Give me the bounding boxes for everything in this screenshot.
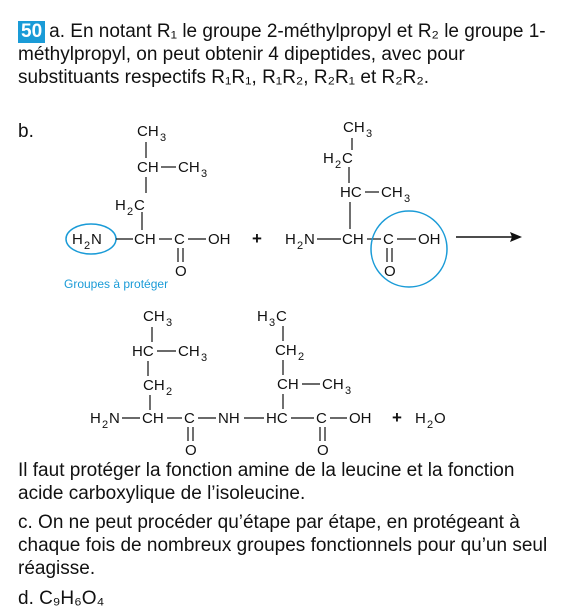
svg-text:C: C (174, 231, 185, 248)
svg-text:H: H (115, 197, 126, 214)
svg-text:2: 2 (127, 206, 134, 218)
svg-text:3: 3 (404, 193, 411, 205)
svg-text:H: H (72, 231, 83, 248)
svg-text:CH: CH (381, 184, 403, 201)
part-b-label: b. (18, 121, 34, 142)
chem-ch3: CH (137, 123, 159, 140)
svg-text:2: 2 (335, 159, 342, 171)
svg-text:2: 2 (298, 351, 305, 363)
svg-text:C: C (342, 150, 353, 167)
svg-text:O: O (384, 263, 396, 280)
part-a-label: a. (49, 21, 65, 42)
isoleucine-molecule (285, 119, 447, 287)
leucine-molecule (64, 123, 231, 291)
part-c-paragraph: c. On ne peut procéder qu’étape par étape, en protégeant à chaque fois de nombreux groupes fonctionnels pour qu’un seul réagisse. (18, 512, 548, 579)
svg-text:C: C (184, 410, 195, 427)
part-b-conclusion: Il faut protéger la fonction amine de la leucine et la fonction acide carboxylique de l’isoleucine. (18, 460, 515, 504)
exercise-number-badge: 50 (18, 21, 45, 43)
dipeptide-product (90, 308, 446, 459)
svg-text:CH: CH (178, 343, 200, 360)
svg-text:CH: CH (277, 376, 299, 393)
svg-text:HC: HC (266, 410, 288, 427)
svg-text:C: C (383, 231, 394, 248)
svg-text:HC: HC (132, 343, 154, 360)
protect-circle-acid (371, 211, 447, 287)
svg-text:OH: OH (208, 231, 231, 248)
plus-sign-1: + (252, 229, 262, 248)
svg-text:CH: CH (142, 410, 164, 427)
svg-text:3: 3 (160, 132, 167, 144)
reaction-arrow (456, 232, 522, 242)
svg-text:C: C (134, 197, 145, 214)
svg-text:2: 2 (427, 419, 434, 431)
svg-text:H: H (323, 150, 334, 167)
svg-text:CH: CH (342, 231, 364, 248)
svg-text:CH: CH (178, 159, 200, 176)
water-formula: H (415, 410, 426, 427)
svg-text:N: N (304, 231, 315, 248)
part-d-paragraph: d. C₉H₆O₄ (18, 588, 105, 609)
svg-text:CH: CH (143, 308, 165, 325)
plus-sign-2: + (392, 408, 402, 427)
svg-text:CH: CH (134, 231, 156, 248)
svg-text:CH: CH (343, 119, 365, 136)
svg-text:N: N (109, 410, 120, 427)
svg-text:C: C (276, 308, 287, 325)
svg-text:O: O (175, 263, 187, 280)
groups-to-protect-note: Groupes à protéger (64, 277, 169, 291)
svg-text:3: 3 (166, 317, 173, 329)
svg-text:H: H (90, 410, 101, 427)
svg-text:CH: CH (322, 376, 344, 393)
svg-text:CH: CH (137, 159, 159, 176)
svg-text:3: 3 (366, 128, 373, 140)
svg-text:N: N (91, 231, 102, 248)
svg-text:H: H (285, 231, 296, 248)
svg-text:O: O (434, 410, 446, 427)
svg-text:2: 2 (166, 386, 173, 398)
svg-text:CH: CH (143, 377, 165, 394)
svg-text:3: 3 (269, 317, 276, 329)
svg-text:OH: OH (349, 410, 372, 427)
svg-text:C: C (316, 410, 327, 427)
part-a-text: En notant R₁ le groupe 2-méthylpropyl et R₂ le groupe 1-méthylpropyl, on peut obtenir 4 dipeptides, avec pour substituants respectifs R₁R₁, R₁R₂, R₂R₁ et R₂R₂. (18, 21, 546, 88)
svg-text:OH: OH (418, 231, 441, 248)
svg-text:2: 2 (84, 240, 91, 252)
svg-text:3: 3 (201, 168, 208, 180)
svg-text:CH: CH (275, 342, 297, 359)
svg-text:3: 3 (345, 385, 352, 397)
svg-text:2: 2 (297, 240, 304, 252)
svg-text:O: O (185, 442, 197, 459)
svg-text:NH: NH (218, 410, 240, 427)
svg-text:2: 2 (102, 419, 109, 431)
svg-text:O: O (317, 442, 329, 459)
svg-text:HC: HC (340, 184, 362, 201)
svg-text:H: H (257, 308, 268, 325)
svg-text:3: 3 (201, 352, 208, 364)
